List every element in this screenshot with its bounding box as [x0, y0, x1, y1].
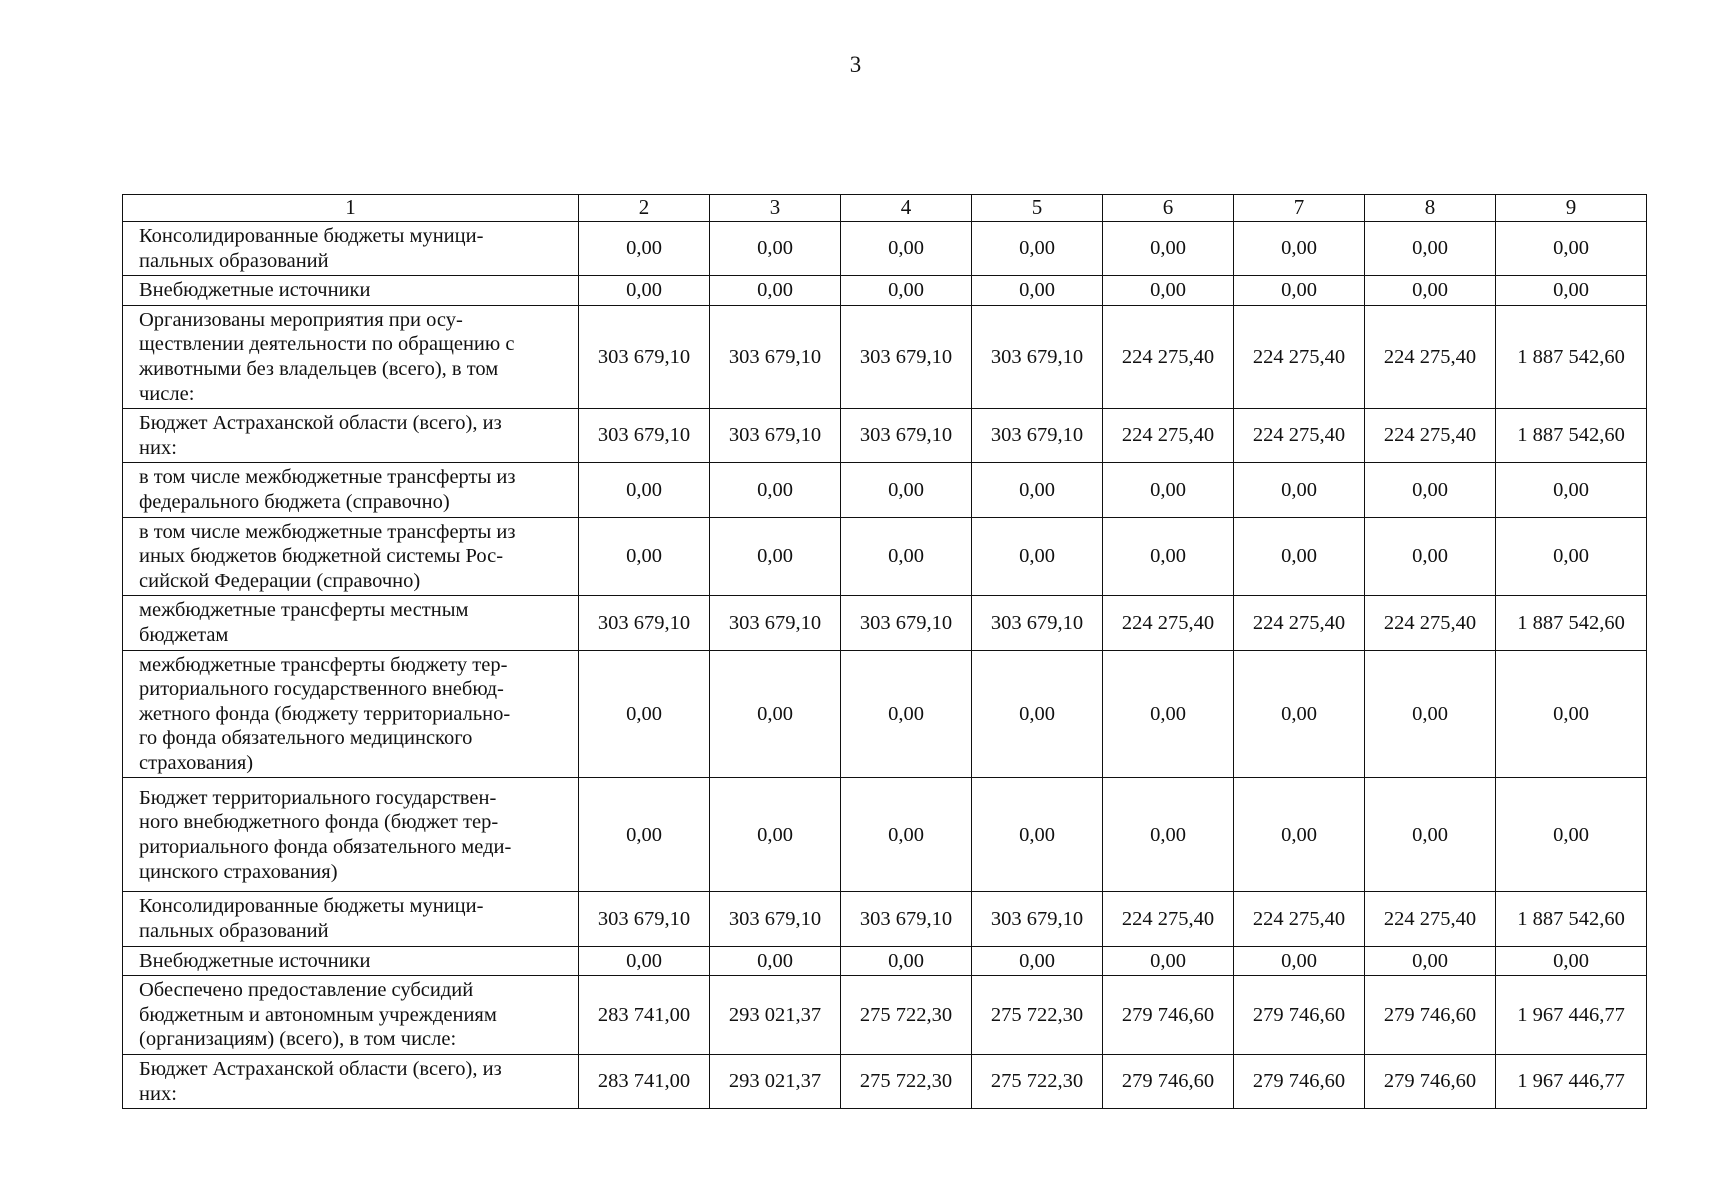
table-row — [123, 596, 1647, 650]
value-cell: 0,00 — [1365, 517, 1496, 596]
value-cell: 0,00 — [841, 463, 972, 517]
value-cell: 0,00 — [1103, 650, 1234, 778]
value-cell: 0,00 — [1496, 222, 1647, 276]
value-cell: 0,00 — [1234, 276, 1365, 306]
value-cell: 0,00 — [1496, 463, 1647, 517]
value-cell: 0,00 — [1365, 463, 1496, 517]
table-row — [123, 222, 1647, 276]
value-cell: 0,00 — [841, 778, 972, 892]
value-cell: 0,00 — [1496, 650, 1647, 778]
value-cell: 283 741,00 — [579, 1055, 710, 1109]
table-row — [123, 409, 1647, 463]
column-header: 4 — [841, 195, 972, 222]
value-cell: 0,00 — [579, 276, 710, 306]
value-cell: 224 275,40 — [1234, 892, 1365, 946]
row-label: Консолидированные бюджеты муници- пальных образований — [123, 222, 579, 276]
row-label: Внебюджетные источники — [123, 946, 579, 976]
value-cell: 224 275,40 — [1234, 596, 1365, 650]
value-cell: 303 679,10 — [972, 892, 1103, 946]
value-cell: 303 679,10 — [579, 892, 710, 946]
value-cell: 224 275,40 — [1103, 409, 1234, 463]
value-cell: 293 021,37 — [710, 1055, 841, 1109]
value-cell: 303 679,10 — [841, 305, 972, 408]
value-cell: 224 275,40 — [1103, 596, 1234, 650]
value-cell: 303 679,10 — [710, 305, 841, 408]
value-cell: 1 887 542,60 — [1496, 596, 1647, 650]
column-header: 6 — [1103, 195, 1234, 222]
value-cell: 0,00 — [579, 463, 710, 517]
value-cell: 303 679,10 — [579, 409, 710, 463]
value-cell: 0,00 — [972, 517, 1103, 596]
value-cell: 303 679,10 — [972, 305, 1103, 408]
value-cell: 1 887 542,60 — [1496, 305, 1647, 408]
row-label: Внебюджетные источники — [123, 276, 579, 306]
value-cell: 0,00 — [1496, 946, 1647, 976]
value-cell: 1 887 542,60 — [1496, 409, 1647, 463]
value-cell: 224 275,40 — [1234, 409, 1365, 463]
value-cell: 0,00 — [841, 946, 972, 976]
table-row — [123, 650, 1647, 778]
value-cell: 0,00 — [1496, 778, 1647, 892]
table-row — [123, 778, 1647, 892]
value-cell: 279 746,60 — [1103, 1055, 1234, 1109]
value-cell: 275 722,30 — [841, 976, 972, 1055]
value-cell: 0,00 — [841, 276, 972, 306]
value-cell: 0,00 — [710, 222, 841, 276]
table-row — [123, 517, 1647, 596]
value-cell: 224 275,40 — [1365, 892, 1496, 946]
value-cell: 0,00 — [841, 222, 972, 276]
value-cell: 224 275,40 — [1103, 892, 1234, 946]
budget-table — [122, 194, 1647, 1109]
value-cell: 0,00 — [841, 517, 972, 596]
row-label: Обеспечено предоставление субсидий бюджетным и автономным учреждениям (организациям) (всего), в том числе: — [123, 976, 579, 1055]
value-cell: 303 679,10 — [579, 596, 710, 650]
value-cell: 1 967 446,77 — [1496, 976, 1647, 1055]
value-cell: 0,00 — [972, 222, 1103, 276]
row-label: межбюджетные трансферты местным бюджетам — [123, 596, 579, 650]
value-cell: 0,00 — [1234, 222, 1365, 276]
value-cell: 0,00 — [1234, 946, 1365, 976]
column-header: 3 — [710, 195, 841, 222]
row-label: Консолидированные бюджеты муници- пальных образований — [123, 892, 579, 946]
column-header: 7 — [1234, 195, 1365, 222]
value-cell: 224 275,40 — [1365, 596, 1496, 650]
value-cell: 275 722,30 — [841, 1055, 972, 1109]
value-cell: 275 722,30 — [972, 976, 1103, 1055]
value-cell: 0,00 — [1103, 276, 1234, 306]
value-cell: 0,00 — [1365, 276, 1496, 306]
value-cell: 0,00 — [1103, 222, 1234, 276]
value-cell: 0,00 — [1496, 517, 1647, 596]
value-cell: 224 275,40 — [1103, 305, 1234, 408]
value-cell: 0,00 — [1103, 463, 1234, 517]
value-cell: 303 679,10 — [710, 409, 841, 463]
row-label: межбюджетные трансферты бюджету тер- риториального государственного внебюд- жетного фонда (бюджету территориально- го фонда обязательного медицинского страхования) — [123, 650, 579, 778]
row-label: в том числе межбюджетные трансферты из иных бюджетов бюджетной системы Рос- сийской Федерации (справочно) — [123, 517, 579, 596]
column-header: 1 — [123, 195, 579, 222]
value-cell: 0,00 — [1234, 778, 1365, 892]
table-row — [123, 892, 1647, 946]
value-cell: 279 746,60 — [1103, 976, 1234, 1055]
value-cell: 0,00 — [1365, 650, 1496, 778]
row-label: Бюджет территориального государствен- ного внебюджетного фонда (бюджет тер- риториального фонда обязательного меди- цинского страхования) — [123, 778, 579, 892]
value-cell: 303 679,10 — [972, 409, 1103, 463]
row-label: Бюджет Астраханской области (всего), из них: — [123, 409, 579, 463]
value-cell: 0,00 — [1365, 778, 1496, 892]
value-cell: 283 741,00 — [579, 976, 710, 1055]
value-cell: 0,00 — [841, 650, 972, 778]
column-header: 2 — [579, 195, 710, 222]
value-cell: 0,00 — [710, 946, 841, 976]
table-row — [123, 946, 1647, 976]
value-cell: 0,00 — [710, 778, 841, 892]
value-cell: 0,00 — [1103, 946, 1234, 976]
value-cell: 303 679,10 — [710, 596, 841, 650]
value-cell: 0,00 — [1496, 276, 1647, 306]
value-cell: 279 746,60 — [1234, 1055, 1365, 1109]
value-cell: 0,00 — [972, 650, 1103, 778]
value-cell: 279 746,60 — [1365, 1055, 1496, 1109]
value-cell: 279 746,60 — [1365, 976, 1496, 1055]
table-row — [123, 1055, 1647, 1109]
table-row — [123, 305, 1647, 408]
value-cell: 0,00 — [972, 946, 1103, 976]
value-cell: 0,00 — [710, 517, 841, 596]
column-header: 8 — [1365, 195, 1496, 222]
table-row — [123, 463, 1647, 517]
value-cell: 224 275,40 — [1234, 305, 1365, 408]
value-cell: 0,00 — [1103, 517, 1234, 596]
value-cell: 293 021,37 — [710, 976, 841, 1055]
value-cell: 0,00 — [1234, 463, 1365, 517]
row-label: Бюджет Астраханской области (всего), из них: — [123, 1055, 579, 1109]
value-cell: 224 275,40 — [1365, 409, 1496, 463]
value-cell: 0,00 — [579, 517, 710, 596]
column-header: 5 — [972, 195, 1103, 222]
value-cell: 0,00 — [1234, 650, 1365, 778]
table-row — [123, 976, 1647, 1055]
value-cell: 224 275,40 — [1365, 305, 1496, 408]
value-cell: 0,00 — [579, 222, 710, 276]
value-cell: 0,00 — [972, 276, 1103, 306]
value-cell: 0,00 — [1365, 222, 1496, 276]
value-cell: 0,00 — [710, 276, 841, 306]
value-cell: 0,00 — [1365, 946, 1496, 976]
value-cell: 0,00 — [972, 463, 1103, 517]
value-cell: 303 679,10 — [972, 596, 1103, 650]
table-row — [123, 276, 1647, 306]
value-cell: 303 679,10 — [710, 892, 841, 946]
page-number: 3 — [849, 52, 862, 77]
value-cell: 0,00 — [1234, 517, 1365, 596]
value-cell: 0,00 — [579, 650, 710, 778]
value-cell: 0,00 — [1103, 778, 1234, 892]
header-row — [123, 195, 1647, 222]
value-cell: 279 746,60 — [1234, 976, 1365, 1055]
row-label: Организованы мероприятия при осу- ществлении деятельности по обращению с животными без владельцев (всего), в том числе: — [123, 305, 579, 408]
value-cell: 303 679,10 — [579, 305, 710, 408]
value-cell: 303 679,10 — [841, 892, 972, 946]
value-cell: 1 967 446,77 — [1496, 1055, 1647, 1109]
value-cell: 303 679,10 — [841, 596, 972, 650]
value-cell: 275 722,30 — [972, 1055, 1103, 1109]
value-cell: 0,00 — [710, 463, 841, 517]
value-cell: 0,00 — [579, 778, 710, 892]
value-cell: 0,00 — [579, 946, 710, 976]
value-cell: 303 679,10 — [841, 409, 972, 463]
column-header: 9 — [1496, 195, 1647, 222]
value-cell: 1 887 542,60 — [1496, 892, 1647, 946]
value-cell: 0,00 — [710, 650, 841, 778]
row-label: в том числе межбюджетные трансферты из федерального бюджета (справочно) — [123, 463, 579, 517]
value-cell: 0,00 — [972, 778, 1103, 892]
